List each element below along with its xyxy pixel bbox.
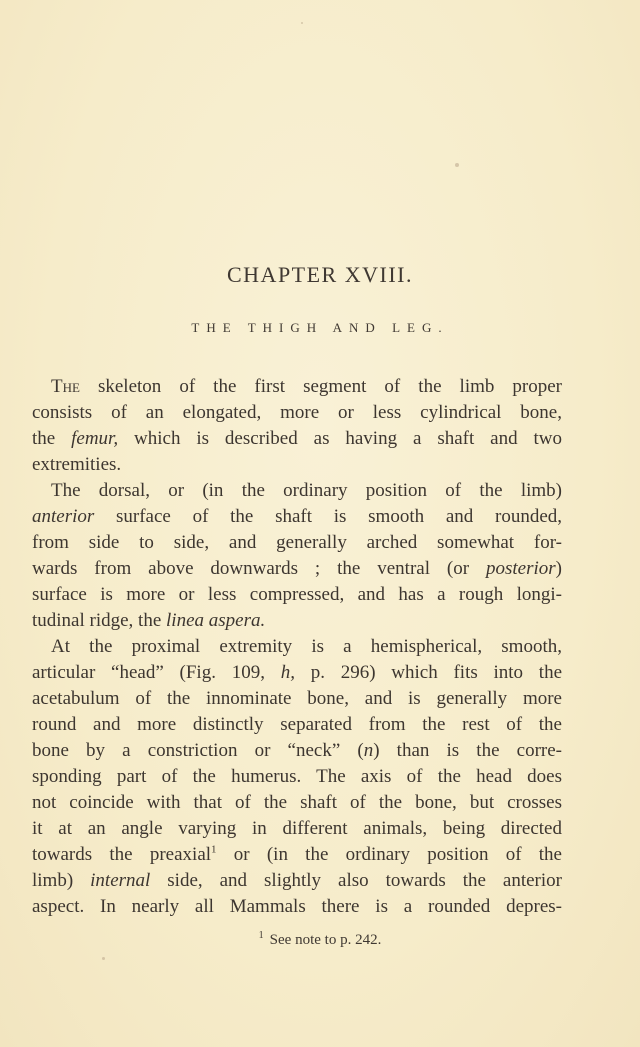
footnote-reference[interactable]: 1 [211,843,217,856]
text-line: The dorsal, or (in the ordinary position of the limb) [51,480,562,501]
paragraph [32,634,562,920]
chapter-heading: CHAPTER XVIII. [227,262,413,287]
text-line: anterior surface of the shaft is smooth and rounded, [32,506,562,527]
text-line: not coincide with that of the shaft of the bone, but crosses [32,792,562,813]
text-line: it at an angle varying in different animals, being directed [32,818,562,839]
text-line: articular “head” (Fig. 109, h, p. 296) which fits into the [32,662,563,683]
footnote-text: See note to p. 242. [269,932,382,948]
text-line: towards the preaxial$^1$ or (in the ordinary position of the [32,843,562,865]
text-line: wards from above downwards ; the ventral (or posterior) [32,558,562,579]
text-line: extremities. [32,454,122,475]
body-text [32,374,562,920]
text-line: surface is more or less compressed, and has a rough longi- [32,584,562,605]
paragraph [32,374,562,478]
text-line: aspect. In nearly all Mammals there is a rounded depres- [32,896,562,917]
text-line: from side to side, and generally arched somewhat for- [32,532,562,553]
paper-speck [301,22,303,24]
paragraph [32,478,562,634]
text-line: sponding part of the humerus. The axis of the head does [32,766,562,787]
footnote-mark: 1 [258,930,264,941]
footnote [0,930,640,949]
text-line: limb) internal side, and slightly also towards the anterior [32,870,562,891]
text-line: acetabulum of the innominate bone, and is generally more [32,688,562,709]
paper-speck [102,957,105,960]
text-line: the femur, which is described as having a shaft and two [32,428,562,449]
text-line: round and more distinctly separated from the rest of the [32,714,562,735]
text-line: tudinal ridge, the linea aspera. [32,610,266,631]
text-line: consists of an elongated, more or less cylindrical bone, [32,402,562,423]
chapter-subtitle: THE THIGH AND LEG. [191,320,449,335]
text-line: At the proximal extremity is a hemispherical, smooth, [51,636,562,657]
text-line: bone by a constriction or “neck” (n) than is the corre- [32,740,562,761]
paper-speck [455,163,459,167]
text-line: The skeleton of the first segment of the limb proper [51,376,562,397]
